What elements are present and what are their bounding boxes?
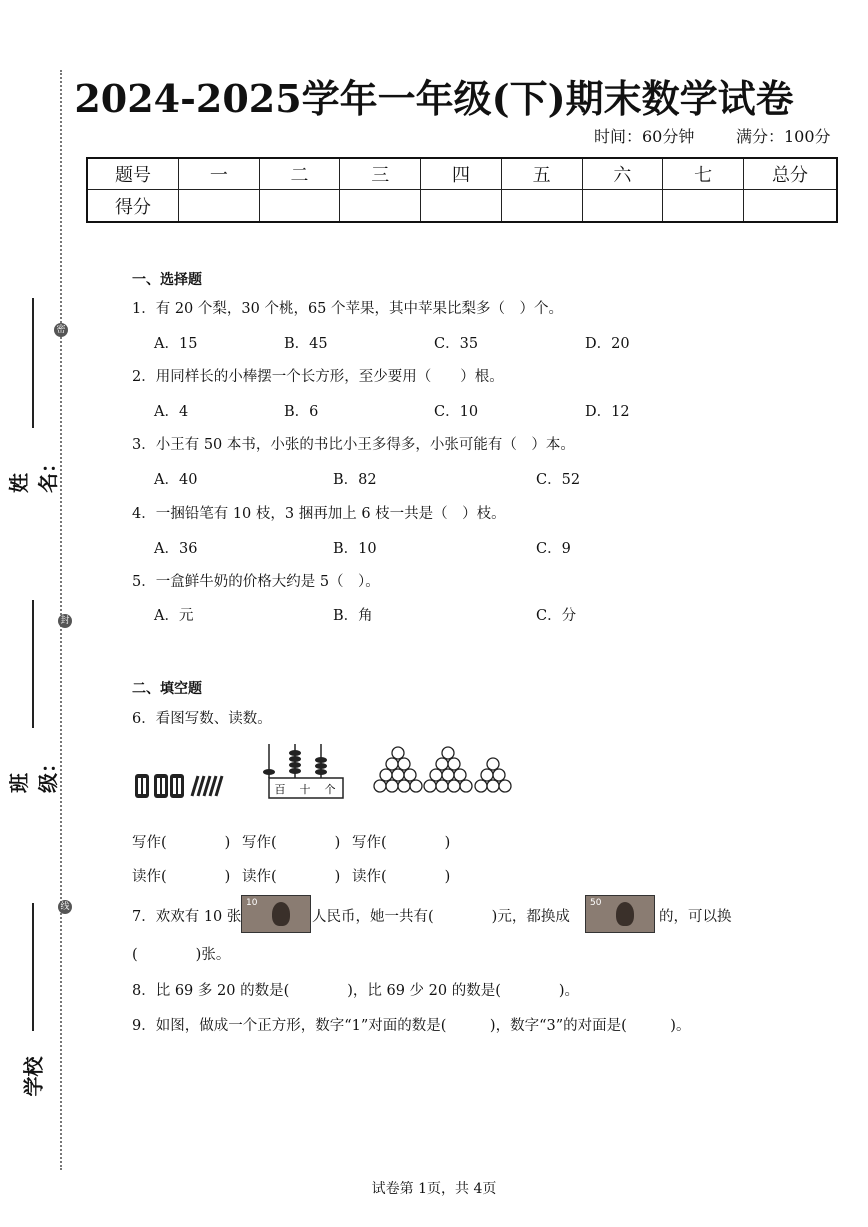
class-label: 班级：: [7, 753, 60, 793]
question-1: 1．有 20 个梨，30 个桃，65 个苹果，其中苹果比梨多（ ）个。: [132, 301, 564, 317]
abacus-label: 百: [274, 783, 286, 796]
score-label-cell: 得分: [87, 190, 179, 223]
option[interactable]: A．40: [154, 472, 198, 488]
question-6: 6．看图写数、读数。: [132, 711, 272, 727]
option[interactable]: C．52: [536, 472, 581, 488]
write-blank[interactable]: 写作( ): [132, 835, 231, 851]
option[interactable]: A．4: [154, 404, 189, 420]
score-input-cell[interactable]: [501, 190, 582, 223]
score-header-cell: 一: [179, 158, 260, 190]
option[interactable]: D．20: [585, 336, 630, 352]
option[interactable]: C．35: [434, 336, 479, 352]
abacus-label: 个: [324, 783, 336, 796]
question-4: 4．一捆铅笔有 10 枝，3 捆再加上 6 枝一共是（ ）枝。: [132, 506, 506, 522]
score-header-cell: 三: [340, 158, 421, 190]
seal-mark: 封: [58, 614, 72, 628]
score-input-cell[interactable]: [582, 190, 663, 223]
question-9: 9．如图，做成一个正方形，数字“1”对面的数是( )，数字“3”的对面是( )。: [132, 1018, 691, 1034]
exam-title: 2024-2025学年一年级(下)期末数学试卷: [74, 76, 794, 121]
name-label: 姓名：: [7, 453, 60, 493]
class-underline: [32, 600, 34, 728]
read-blank[interactable]: 读作( ): [352, 869, 451, 885]
score-header-cell: 二: [259, 158, 340, 190]
score-input-cell[interactable]: [744, 190, 838, 223]
section-heading: 二、填空题: [132, 681, 202, 697]
option[interactable]: A．元: [154, 608, 194, 624]
score-header-cell: 总分: [744, 158, 838, 190]
page-footer: 试卷第 1页，共 4页: [371, 1181, 497, 1197]
option[interactable]: A．36: [154, 541, 198, 557]
write-blank[interactable]: 写作( ): [242, 835, 341, 851]
option[interactable]: C．分: [536, 608, 577, 624]
question-7-part4: ( )张。: [132, 947, 231, 963]
stick-bundles-figure: [135, 774, 222, 798]
score-input-cell[interactable]: [663, 190, 744, 223]
question-2: 2．用同样长的小棒摆一个长方形，至少要用（ ）根。: [132, 369, 504, 385]
question-8: 8．比 69 多 20 的数是( )，比 69 少 20 的数是( )。: [132, 983, 580, 999]
score-input-cell[interactable]: [179, 190, 260, 223]
option[interactable]: B．角: [333, 608, 373, 624]
banknote-10-image: [241, 895, 311, 933]
question-3: 3．小王有 50 本书，小张的书比小王多得多，小张可能有（ ）本。: [132, 437, 575, 453]
name-underline: [32, 298, 34, 428]
option[interactable]: C．10: [434, 404, 479, 420]
score-header-row: [87, 158, 837, 190]
school-label: 学校: [21, 1056, 46, 1097]
score-header-cell: 五: [501, 158, 582, 190]
write-blank[interactable]: 写作( ): [352, 835, 451, 851]
seal-mark: 密: [54, 323, 68, 337]
section-heading: 一、选择题: [132, 272, 202, 288]
score-header-cell: 六: [582, 158, 663, 190]
option[interactable]: B．82: [333, 472, 377, 488]
banknote-50-image: [585, 895, 655, 933]
score-value-row: [87, 190, 837, 223]
score-header-cell: 七: [663, 158, 744, 190]
option[interactable]: A．15: [154, 336, 198, 352]
exam-time: 时间：60分钟: [594, 127, 695, 146]
score-table: [86, 157, 838, 223]
circle-pyramids-figure: [374, 747, 511, 792]
score-input-cell[interactable]: [421, 190, 502, 223]
read-blank[interactable]: 读作( ): [242, 869, 341, 885]
school-underline: [32, 903, 34, 1031]
score-header-cell: 四: [421, 158, 502, 190]
q6-figures: [132, 736, 532, 802]
question-7-part2: 人民币，她一共有( )元，都换成: [312, 909, 570, 925]
read-blank[interactable]: 读作( ): [132, 869, 231, 885]
score-input-cell[interactable]: [340, 190, 421, 223]
question-5: 5．一盒鲜牛奶的价格大约是 5（ ）。: [132, 574, 380, 590]
score-input-cell[interactable]: [259, 190, 340, 223]
option[interactable]: B．6: [284, 404, 319, 420]
option[interactable]: C．9: [536, 541, 571, 557]
option[interactable]: B．45: [284, 336, 328, 352]
abacus-label: 十: [299, 783, 311, 796]
banknote-denomination: 10: [246, 898, 258, 908]
score-header-cell: 题号: [87, 158, 179, 190]
question-7-part1: 7．欢欢有 10 张: [132, 909, 242, 925]
question-7-part3: 的，可以换: [659, 909, 732, 925]
banknote-denomination: 50: [590, 898, 602, 908]
exam-full-score: 满分：100分: [736, 127, 831, 146]
option[interactable]: D．12: [585, 404, 630, 420]
seal-mark: 线: [58, 900, 72, 914]
option[interactable]: B．10: [333, 541, 377, 557]
